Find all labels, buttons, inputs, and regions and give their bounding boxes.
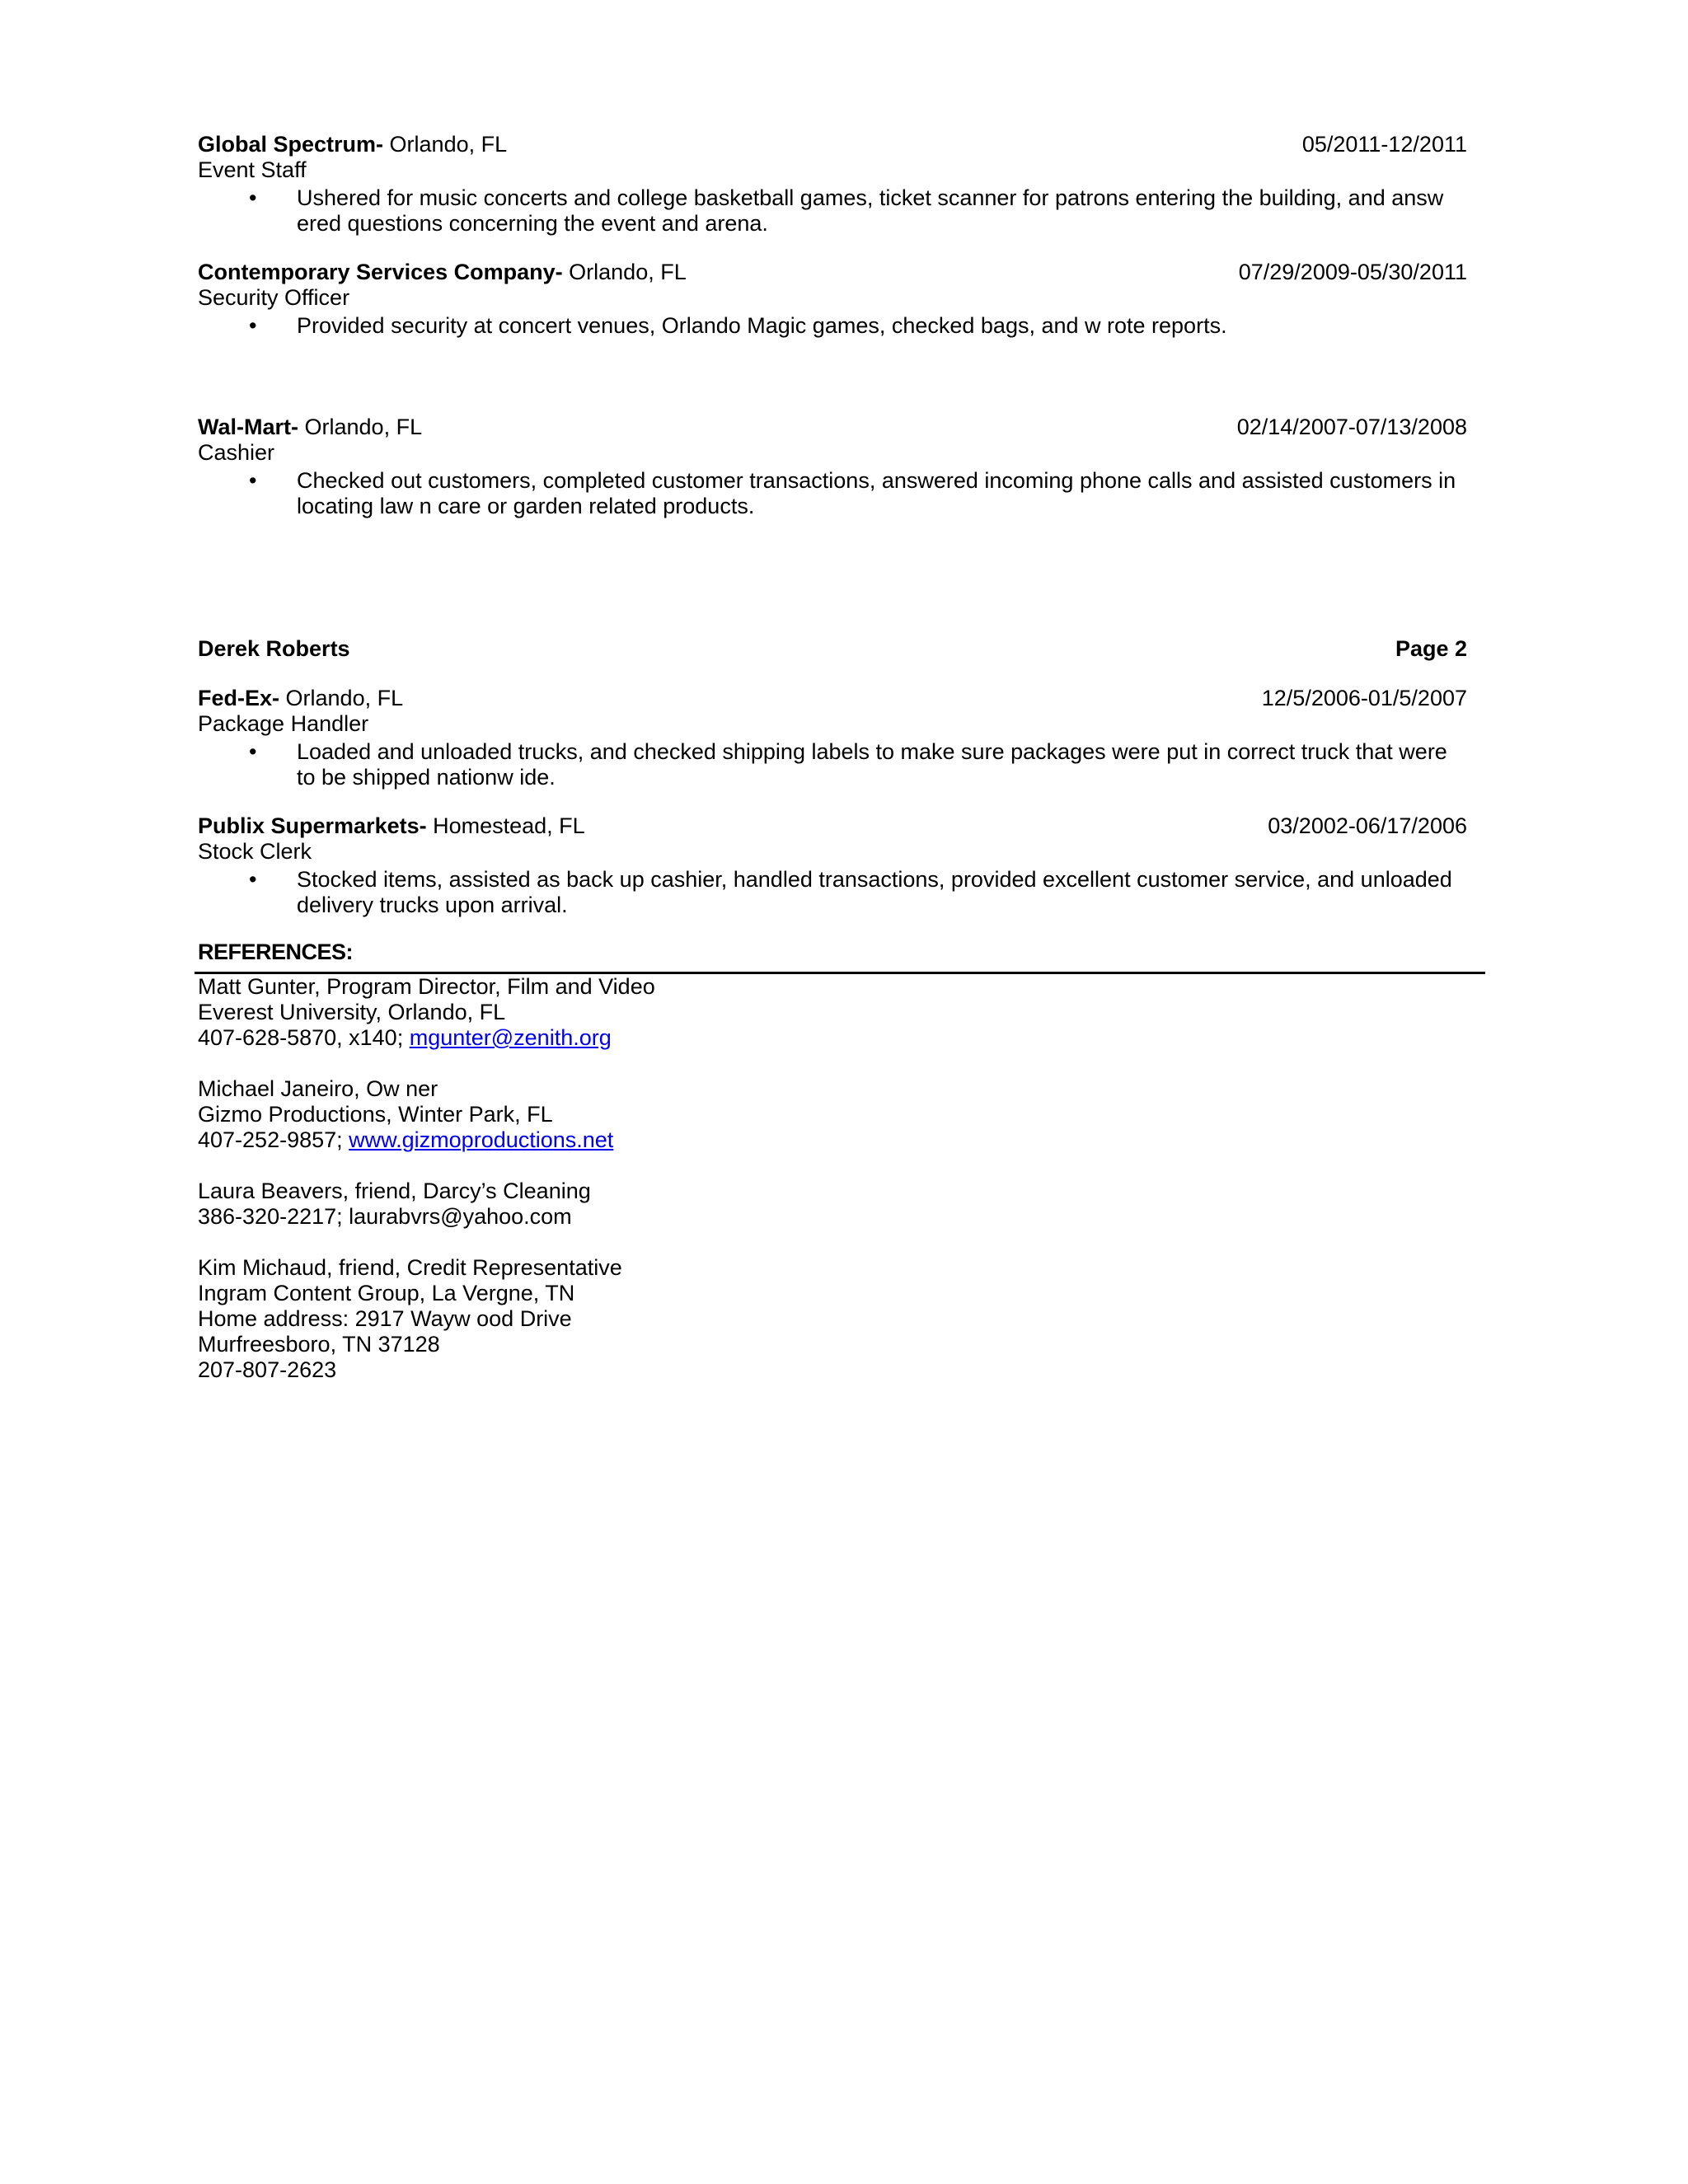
reference-entry: [198, 1179, 1187, 1230]
job-title: Event Staff: [198, 157, 307, 182]
job-location: Orlando, FL: [285, 686, 404, 710]
reference-line: Matt Gunter, Program Director, Film and Video: [198, 974, 655, 999]
job-location: Orlando, FL: [389, 132, 508, 157]
bullet-icon: •: [249, 867, 257, 892]
job-header: [198, 415, 1467, 440]
job-header: [198, 132, 1467, 157]
job-dates: 12/5/2006-01/5/2007: [1261, 686, 1467, 710]
job-title: Package Handler: [198, 711, 369, 736]
company-name: Global Spectrum-: [198, 132, 384, 157]
references-heading: REFERENCES:: [198, 940, 354, 964]
job-entry-publix: [198, 813, 1467, 918]
bullet-text: Provided security at concert venues, Orlando Magic games, checked bags, and w rote reports.: [297, 313, 1227, 338]
reference-line: Kim Michaud, friend, Credit Representative: [198, 1255, 622, 1280]
job-header: [198, 686, 1467, 711]
reference-line: 207-807-2623: [198, 1357, 337, 1382]
job-dates: 02/14/2007-07/13/2008: [1236, 415, 1467, 439]
reference-line: Everest University, Orlando, FL: [198, 1000, 506, 1024]
reference-contact: [198, 1127, 1187, 1153]
job-bullet: [198, 739, 1467, 790]
job-bullet: [198, 468, 1467, 519]
job-bullet: [198, 867, 1467, 918]
references-list: [198, 974, 1187, 1408]
company-name: Fed-Ex-: [198, 686, 280, 710]
reference-entry: [198, 974, 1187, 1051]
company-name: Wal-Mart-: [198, 415, 298, 439]
reference-phone: 407-252-9857;: [198, 1127, 349, 1152]
job-title: Stock Clerk: [198, 839, 312, 864]
job-entry-global-spectrum: [198, 132, 1467, 237]
company-name: Contemporary Services Company-: [198, 260, 563, 284]
bullet-icon: •: [249, 313, 257, 338]
page-header: [198, 636, 1467, 662]
bullet-text: Checked out customers, completed customer transactions, answered incoming phone calls and assisted customers in locating law n care or garden related products.: [297, 468, 1456, 518]
job-title: Security Officer: [198, 285, 350, 310]
header-name: Derek Roberts: [198, 636, 350, 661]
reference-phone: 407-628-5870, x140;: [198, 1025, 410, 1050]
bullet-icon: •: [249, 739, 257, 764]
job-dates: 07/29/2009-05/30/2011: [1238, 260, 1467, 284]
job-location: Homestead, FL: [433, 813, 585, 838]
reference-line: Laura Beavers, friend, Darcy’s Cleaning: [198, 1179, 591, 1203]
reference-website-link[interactable]: www.gizmoproductions.net: [349, 1127, 614, 1152]
job-header: [198, 813, 1467, 839]
page-number: Page 2: [1395, 636, 1467, 661]
job-entry-fed-ex: [198, 686, 1467, 790]
job-bullet: [198, 185, 1467, 237]
reference-line: Ingram Content Group, La Vergne, TN: [198, 1281, 575, 1305]
job-dates: 05/2011-12/2011: [1301, 132, 1467, 157]
job-location: Orlando, FL: [569, 260, 687, 284]
reference-line: Gizmo Productions, Winter Park, FL: [198, 1102, 553, 1127]
reference-line: Michael Janeiro, Ow ner: [198, 1076, 438, 1101]
reference-line: 386-320-2217; laurabvrs@yahoo.com: [198, 1204, 572, 1229]
bullet-icon: •: [249, 185, 257, 210]
job-bullet: [198, 313, 1467, 339]
reference-entry: [198, 1255, 1187, 1383]
job-header: [198, 260, 1467, 285]
reference-contact: [198, 1025, 1187, 1051]
job-dates: 03/2002-06/17/2006: [1268, 813, 1467, 838]
reference-line: Murfreesboro, TN 37128: [198, 1332, 440, 1357]
reference-entry: [198, 1076, 1187, 1153]
company-name: Publix Supermarkets-: [198, 813, 427, 838]
job-location: Orlando, FL: [304, 415, 423, 439]
job-title: Cashier: [198, 440, 275, 465]
job-entry-wal-mart: [198, 415, 1467, 519]
bullet-text: Loaded and unloaded trucks, and checked shipping labels to make sure packages were put in correct truck that were to be shipped nationw ide.: [297, 739, 1447, 790]
reference-line: Home address: 2917 Wayw ood Drive: [198, 1306, 572, 1331]
bullet-icon: •: [249, 468, 257, 493]
job-entry-contemporary-services: [198, 260, 1467, 339]
bullet-text: Stocked items, assisted as back up cashier, handled transactions, provided excellent customer service, and unloaded delivery trucks upon arrival.: [297, 867, 1452, 917]
bullet-text: Ushered for music concerts and college basketball games, ticket scanner for patrons entering the building, and answ ered questions concerning the event and arena.: [297, 185, 1444, 236]
reference-email-link[interactable]: mgunter@zenith.org: [409, 1025, 612, 1050]
